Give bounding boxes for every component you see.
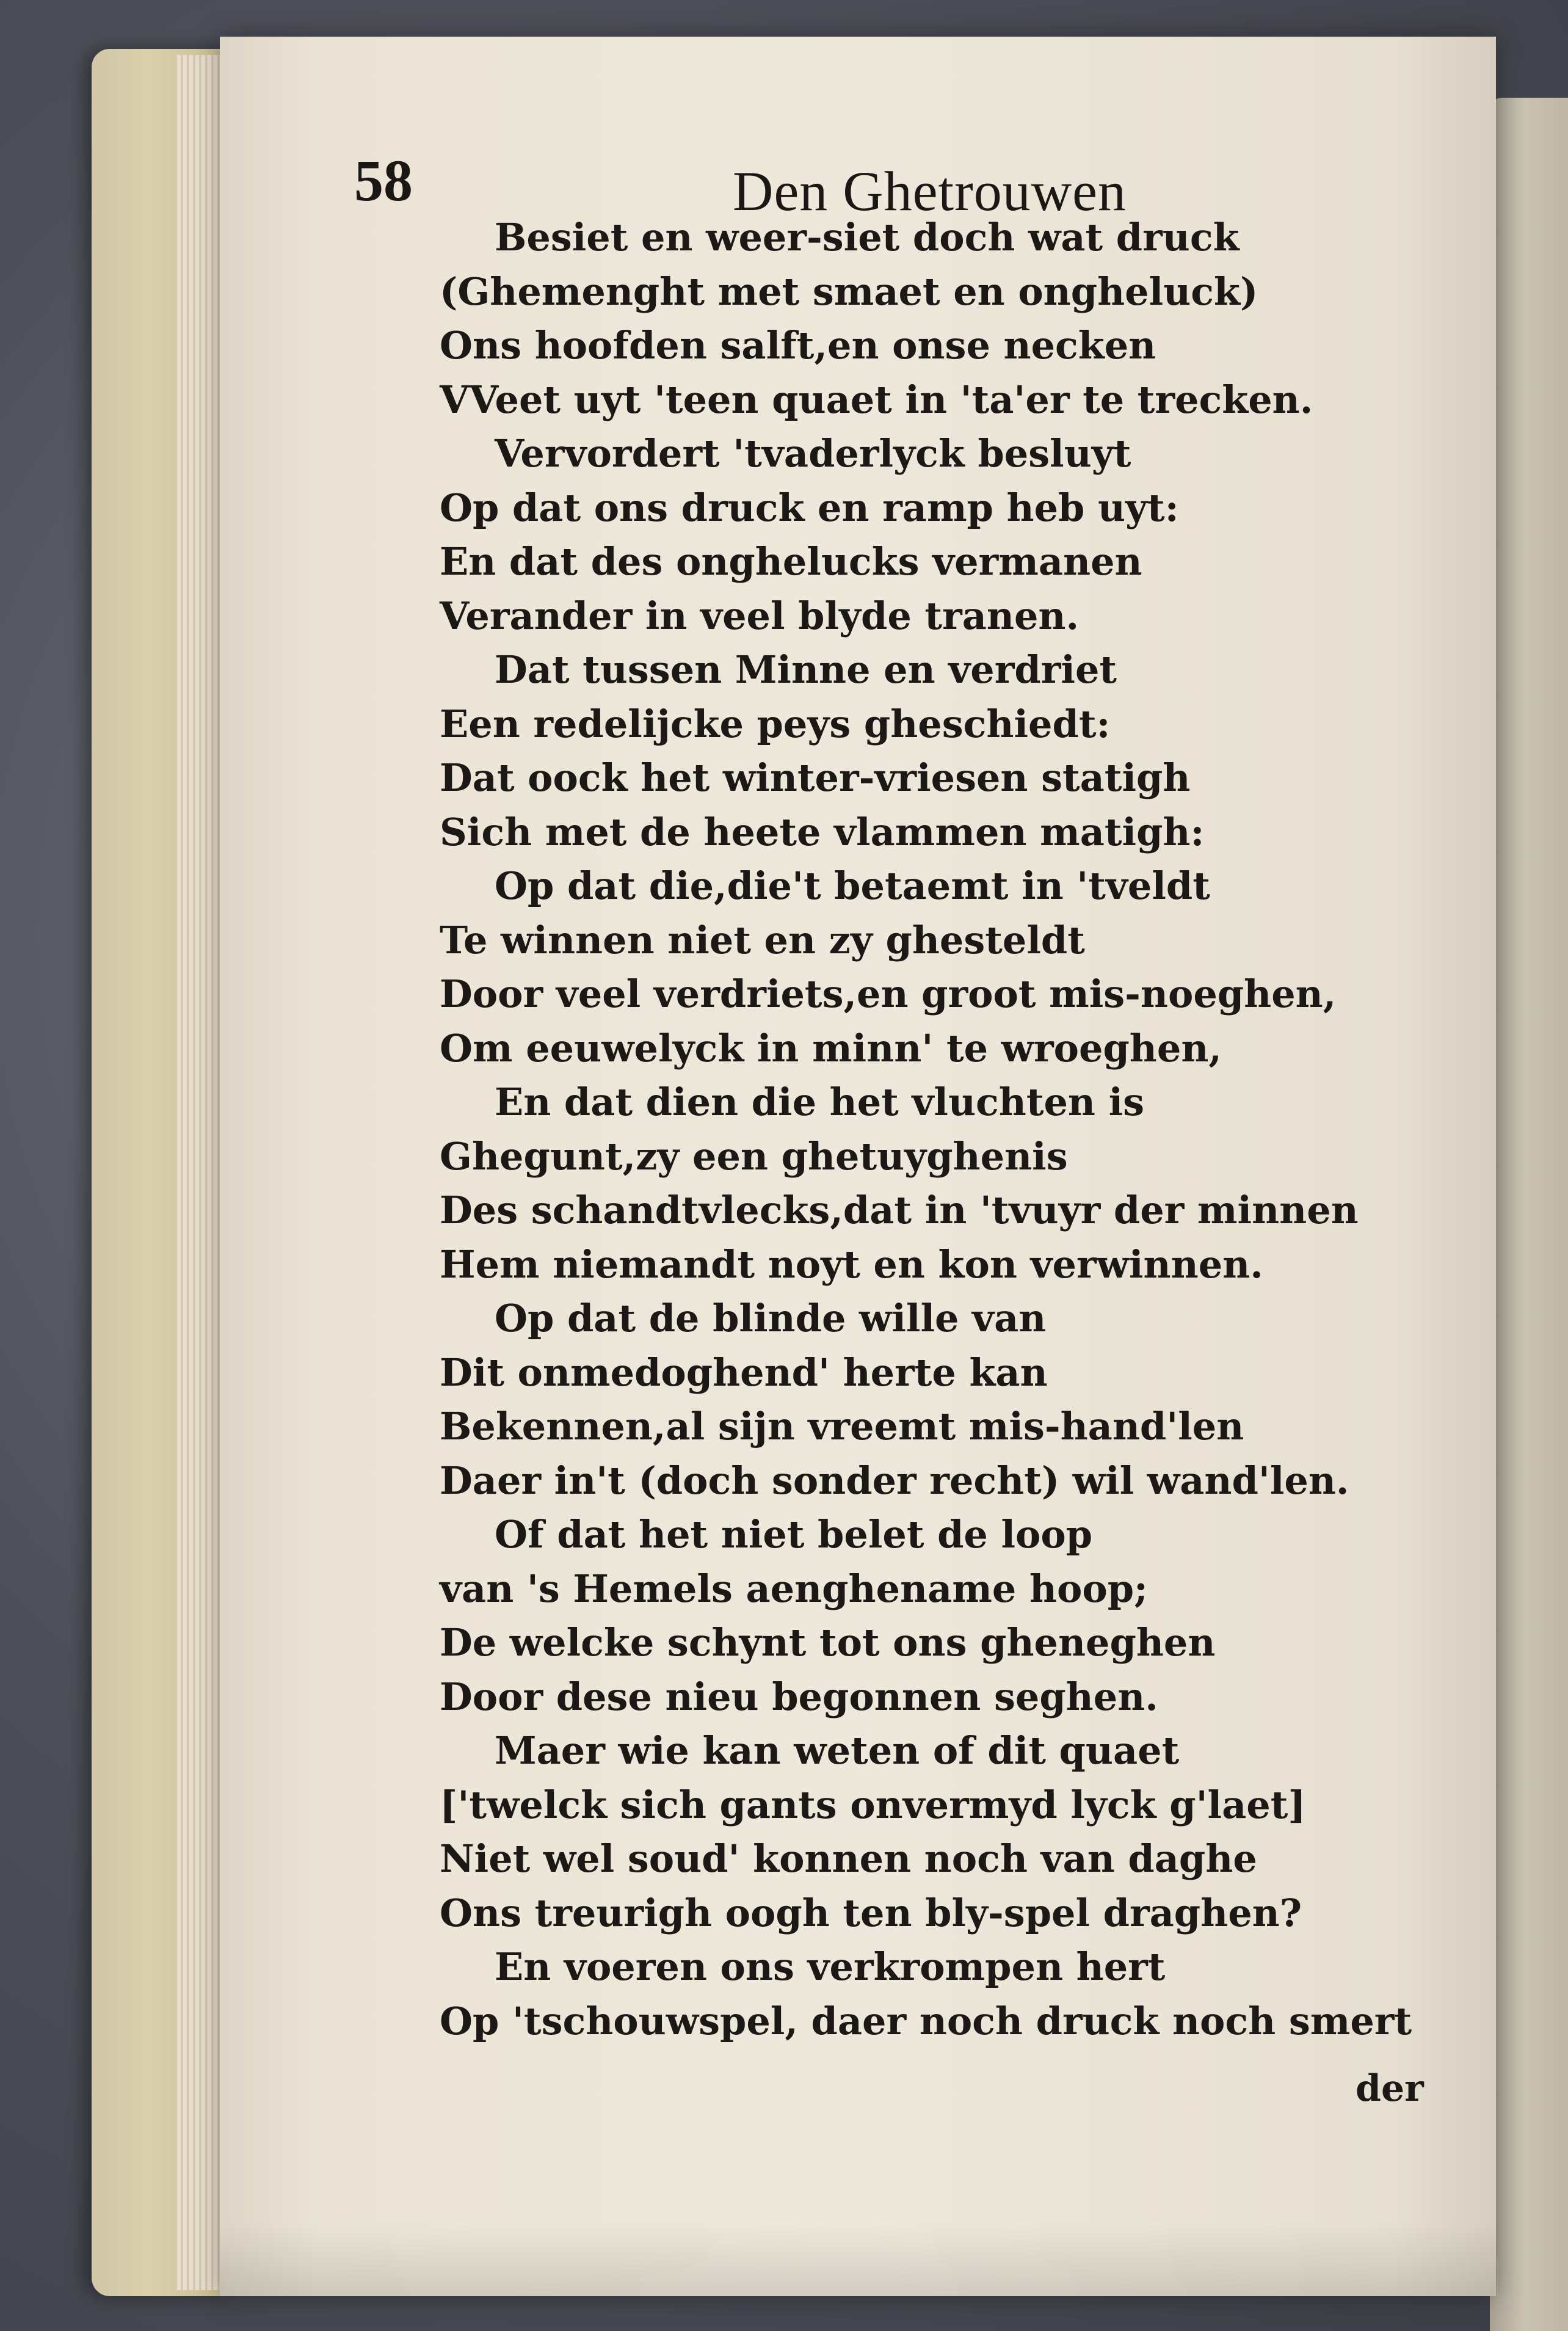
verse-line: En dat dien die het vluchten is (495, 1080, 1145, 1124)
running-head: Den Ghetrouwen (733, 160, 1127, 222)
verse-line: En dat des onghelucks vermanen (440, 539, 1142, 584)
verse-line: Bekennen,al sijn vreemt mis-hand'len (440, 1404, 1244, 1449)
catchword: der (1356, 2067, 1424, 2110)
verse-line: De welcke schynt tot ons gheneghen (440, 1620, 1216, 1665)
verse-line: En voeren ons verkrompen hert (495, 1944, 1166, 1989)
verse-line: Vervordert 'tvaderlyck besluyt (495, 431, 1131, 476)
verse-line: Te winnen niet en zy ghesteldt (440, 917, 1085, 962)
verse-line: Maer wie kan weten of dit quaet (495, 1728, 1180, 1773)
verse-line: Dat tussen Minne en verdriet (495, 647, 1117, 692)
verse-line: Sich met de heete vlammen matigh: (440, 809, 1205, 854)
verse-line: Ons treurigh oogh ten bly-spel draghen? (440, 1890, 1302, 1935)
verse-line: Op 'tschouwspel, daer noch druck noch smert (440, 1998, 1412, 2043)
verse-line: Dit onmedoghend' herte kan (440, 1350, 1048, 1395)
verse-line: Besiet en weer-siet doch wat druck (495, 215, 1240, 260)
facing-page-edge (1490, 98, 1568, 2331)
verse-block (440, 211, 1441, 2048)
verse-line: Door dese nieu begonnen seghen. (440, 1674, 1158, 1719)
verse-line: Ons hoofden salft,en onse necken (440, 323, 1156, 368)
verse-line: Op dat de blinde wille van (495, 1296, 1047, 1340)
verse-line: ['twelck sich gants onvermyd lyck g'laet] (440, 1782, 1306, 1827)
verse-line: Dat oock het winter-vriesen statigh (440, 755, 1191, 800)
verse-line: VVeet uyt 'teen quaet in 'ta'er te trecken. (440, 377, 1313, 422)
verse-line: Ghegunt,zy een ghetuyghenis (440, 1133, 1068, 1179)
verse-line: van 's Hemels aenghename hoop; (440, 1566, 1148, 1611)
page-shadow (220, 2223, 1496, 2296)
verse-line: Of dat het niet belet de loop (495, 1512, 1093, 1557)
verse-line: Daer in't (doch sonder recht) wil wand'len. (440, 1458, 1349, 1503)
verse-line: Door veel verdriets,en groot mis-noeghen, (440, 972, 1337, 1016)
verse-line: Op dat ons druck en ramp heb uyt: (440, 485, 1179, 530)
verse-line: Verander in veel blyde tranen. (440, 593, 1080, 638)
verse-line: (Ghemenght met smaet en ongheluck) (440, 269, 1258, 314)
verse-line: Niet wel soud' konnen noch van daghe (440, 1836, 1257, 1881)
page-number: 58 (354, 148, 413, 213)
verse-line: Des schandtvlecks,dat in 'tvuyr der minnen (440, 1188, 1359, 1232)
verse-line: Om eeuwelyck in minn' te wroeghen, (440, 1025, 1222, 1071)
verse-line: Hem niemandt noyt en kon verwinnen. (440, 1242, 1263, 1287)
verse-line: Een redelijcke peys gheschiedt: (440, 701, 1111, 746)
verse-line: Op dat die,die't betaemt in 'tveldt (495, 864, 1210, 908)
